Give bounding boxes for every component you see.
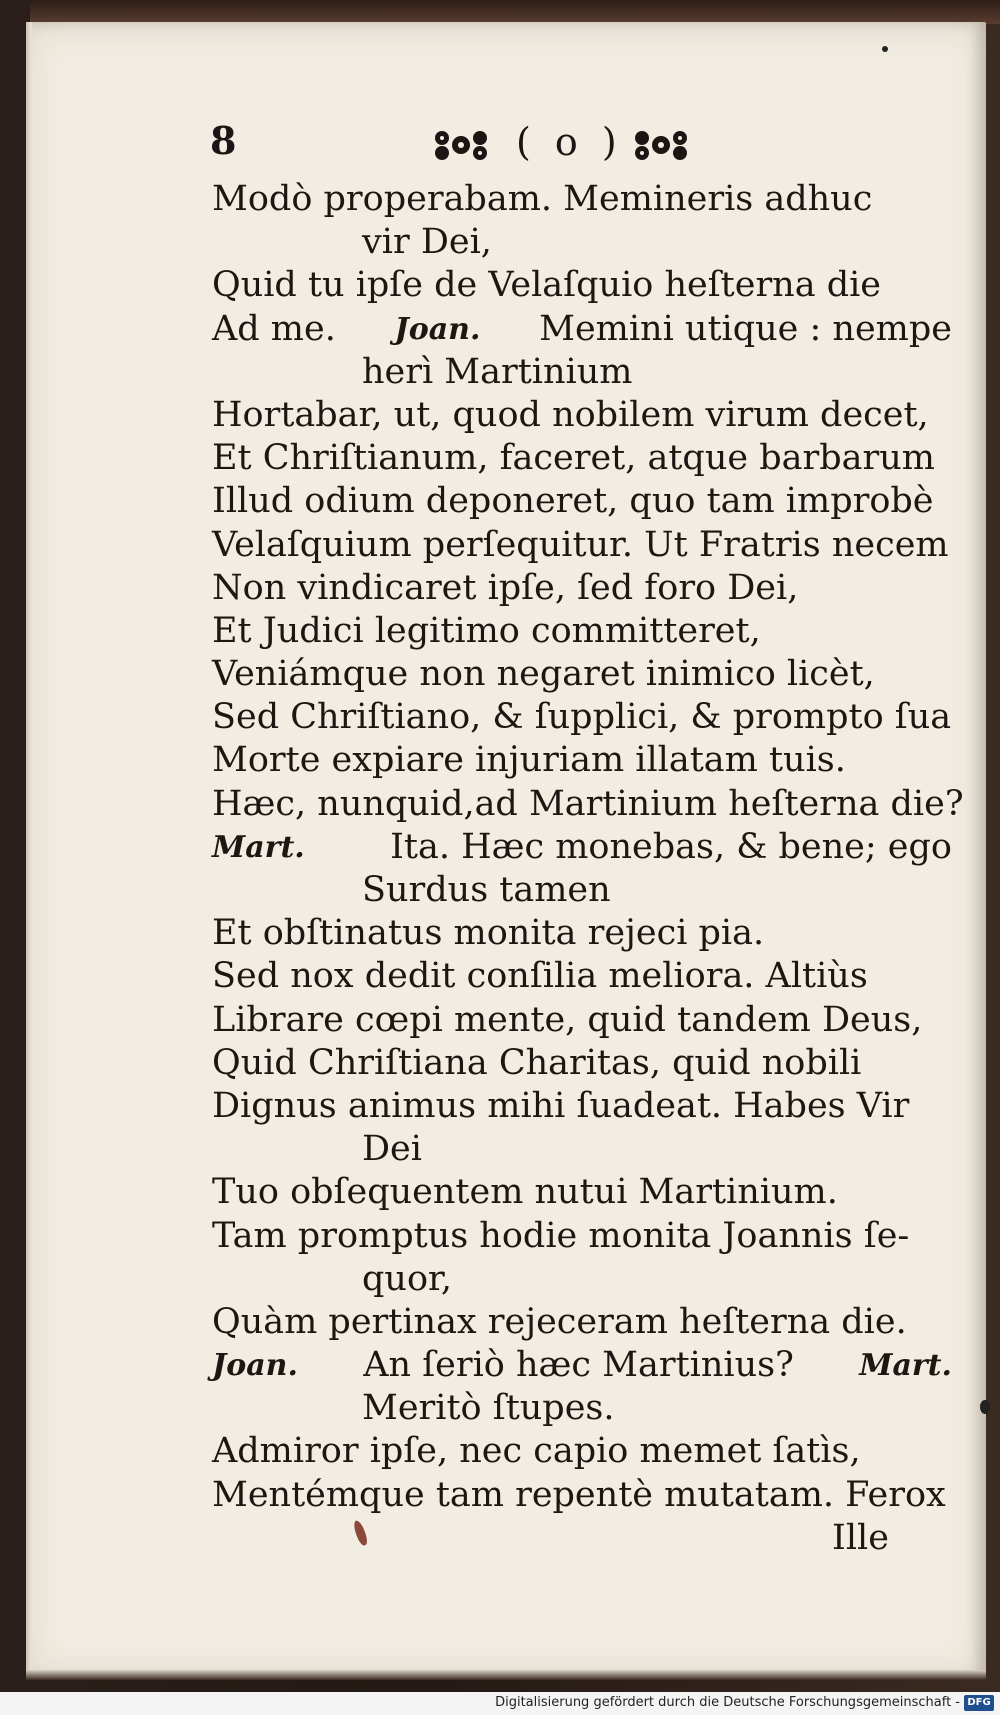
verse-line: Illud odium deponeret, quo tam improbè — [212, 481, 934, 522]
ink-speck — [980, 1400, 990, 1414]
page-bottom-edge — [26, 1670, 986, 1680]
signature-mark: ( o ) — [516, 120, 623, 164]
verse-line: Sed nox dedit conſilia meliora. Altiùs — [212, 956, 868, 997]
verse-line: Joan. An ſeriò hæc Martinius? Mart. — [212, 1344, 952, 1387]
ink-speck — [882, 46, 888, 52]
verse-line: Quid tu ipſe de Velaſquio heſterna die — [212, 265, 882, 306]
speaker-name: Mart. — [212, 829, 305, 865]
verse-line: Meritò ſtupes. — [362, 1388, 615, 1429]
verse-line: herì Martinium — [362, 351, 633, 392]
verse-line: Admiror ipſe, nec capio memet ſatìs, — [212, 1431, 861, 1472]
verse-line: Velaſquium perſequitur. Ut Fratris necem — [212, 524, 949, 565]
verse-line: Modò properabam. Memineris adhuc — [212, 179, 873, 219]
verse-line: Veniámque non negaret inimico licèt, — [212, 654, 875, 695]
catchword: Ille — [832, 1517, 889, 1558]
fleuron-ornament-icon — [632, 126, 690, 164]
verse-line: vir Dei, — [362, 222, 492, 263]
verse-line: Quàm pertinax rejeceram heſterna die. — [212, 1301, 907, 1342]
verse-line: Sed Chriſtiano, & ſupplici, & prompto ſua — [212, 697, 952, 738]
verse-line: Quid Chriſtiana Charitas, quid nobili — [212, 1042, 862, 1083]
verse-line: Tam promptus hodie monita Joannis ſe- — [212, 1215, 910, 1256]
verse-line: Et Judici legitimo committeret, — [212, 610, 761, 651]
speaker-name: Joan. — [394, 311, 481, 347]
verse-line: Dei — [362, 1129, 422, 1170]
verse-line: quor, — [362, 1258, 453, 1299]
verse-line: Mart. Ita. Hæc monebas, & bene; ego — [212, 826, 952, 869]
page-header — [210, 118, 730, 172]
speaker-name: Joan. — [212, 1348, 298, 1384]
verse-line: Dignus animus mihi ſuadeat. Habes Vir — [212, 1085, 910, 1126]
page-gutter — [26, 22, 32, 1678]
page-number: 8 — [210, 118, 237, 163]
book-cover-edge — [30, 0, 1000, 24]
verse-line: Librare cœpi mente, quid tandem Deus, — [212, 999, 923, 1040]
verse-line: Ad me. Joan. Memini utique : nempe — [212, 308, 952, 351]
verse-line: Hortabar, ut, quod nobilem virum decet, — [212, 394, 929, 435]
verse-line: Et Chriſtianum, faceret, atque barbarum — [212, 438, 935, 479]
fleuron-ornament-icon — [432, 126, 490, 164]
verse-line: Morte expiare injuriam illatam tuis. — [212, 740, 846, 781]
verse-line: Hæc, nunquid,ad Martinium heſterna die? — [212, 783, 964, 824]
verse-line: Non vindicaret ipſe, ſed foro Dei, — [212, 567, 799, 608]
dfg-logo: DFG — [964, 1695, 994, 1711]
verse-line: Surdus tamen — [362, 870, 611, 910]
verse-line: Tuo obſequentem nutui Martinium. — [212, 1172, 838, 1213]
speaker-name: Mart. — [859, 1348, 952, 1384]
verse-text — [212, 178, 964, 1560]
digitization-credit: Digitalisierung gefördert durch die Deutsche Forschungsgemeinschaft - — [495, 1695, 960, 1710]
verse-line: Mentémque tam repentè mutatam. Ferox — [212, 1474, 946, 1515]
verse-line: Et obſtinatus monita rejeci pia. — [212, 913, 765, 954]
